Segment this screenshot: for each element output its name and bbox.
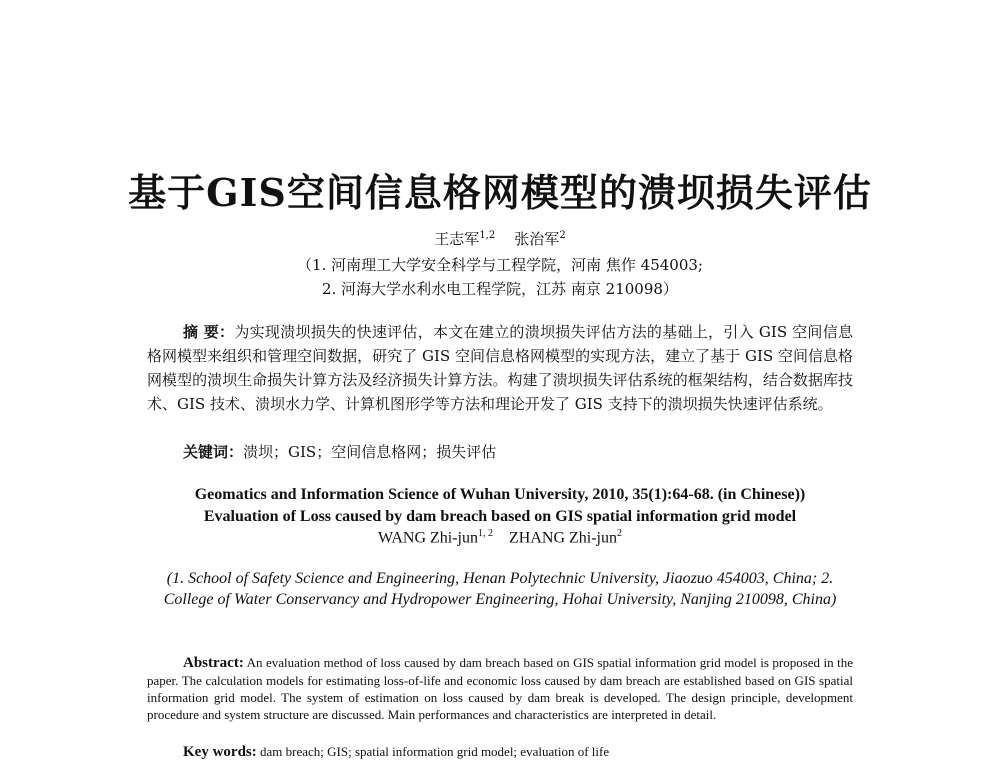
abstract-chinese [147,320,853,416]
affiliation-chinese-2: 2. 河海大学水利水电工程学院，江苏 南京 210098） [322,280,678,298]
keywords-english [183,744,853,761]
authors-chinese [0,228,1000,249]
paper-title-english: Evaluation of Loss caused by dam breach based on GIS spatial information grid model [203,508,797,525]
journal-citation: Geomatics and Information Science of Wuhan University, 2010, 35(1):64-68. (in Chinese)) [194,486,806,503]
keywords-chinese-text: 溃坝；GIS；空间信息格网；损失评估 [243,443,497,461]
author-2-english-marker: 2 [616,528,622,539]
abstract-english-text: An evaluation method of loss caused by dam breach based on GIS spatial information grid model is proposed in the paper. The calculation models for estimating loss-of-life and economic loss caused by dam breach are established based on GIS spatial information grid model. The system of estimation on loss caused by dam break is developed. The design principle, development procedure and system structure are discussed. Main performances and characteristics are interpreted in detail. [147,655,853,722]
paper-title-chinese: 基于GIS空间信息格网模型的溃坝损失评估 [128,170,872,215]
keywords-english-label: Key words: [183,744,257,760]
author-1-english-marker: 1, 2 [478,528,493,539]
affiliation-english: (1. School of Safety Science and Engineering, Henan Polytechnic University, Jiaozuo 454003, China; 2. College of Water Conservancy and Hydropower Engineering, Hohai University, Nanjing 210098, China) [163,570,837,608]
affiliation-chinese-1: （1. 河南理工大学安全科学与工程学院，河南 焦作 454003; [297,256,703,274]
abstract-english [147,654,853,723]
abstract-english-label: Abstract: [183,655,244,671]
abstract-chinese-text: 为实现溃坝损失的快速评估，本文在建立的溃坝损失评估方法的基础上，引入 GIS 空间信息格网模型来组织和管理空间数据，研究了 GIS 空间信息格网模型的实现方法，建立了基于 GIS 空间信息格网模型的溃坝生命损失计算方法及经济损失计算方法。构建了溃坝损失评估系统的框架结构，结合数据库技术、GIS 技术、溃坝水力学、计算机图形学等方法和理论开发了 GIS 支持下的溃坝损失快速评估系统。 [147,323,853,413]
author-1-chinese: 王志军 [434,230,480,248]
abstract-chinese-label: 摘 要： [183,323,235,341]
author-2-english: ZHANG Zhi-jun [509,529,617,547]
author-2-chinese: 张治军 [514,230,560,248]
author-1-english: WANG Zhi-jun [378,529,478,547]
keywords-english-text: dam breach; GIS; spatial information grid model; evaluation of life [260,744,610,759]
authors-english [0,528,1000,547]
keywords-chinese [183,441,853,462]
author-1-affiliation-marker: 1,2 [479,230,496,241]
author-2-affiliation-marker: 2 [559,230,566,241]
keywords-chinese-label: 关键词： [183,443,244,461]
